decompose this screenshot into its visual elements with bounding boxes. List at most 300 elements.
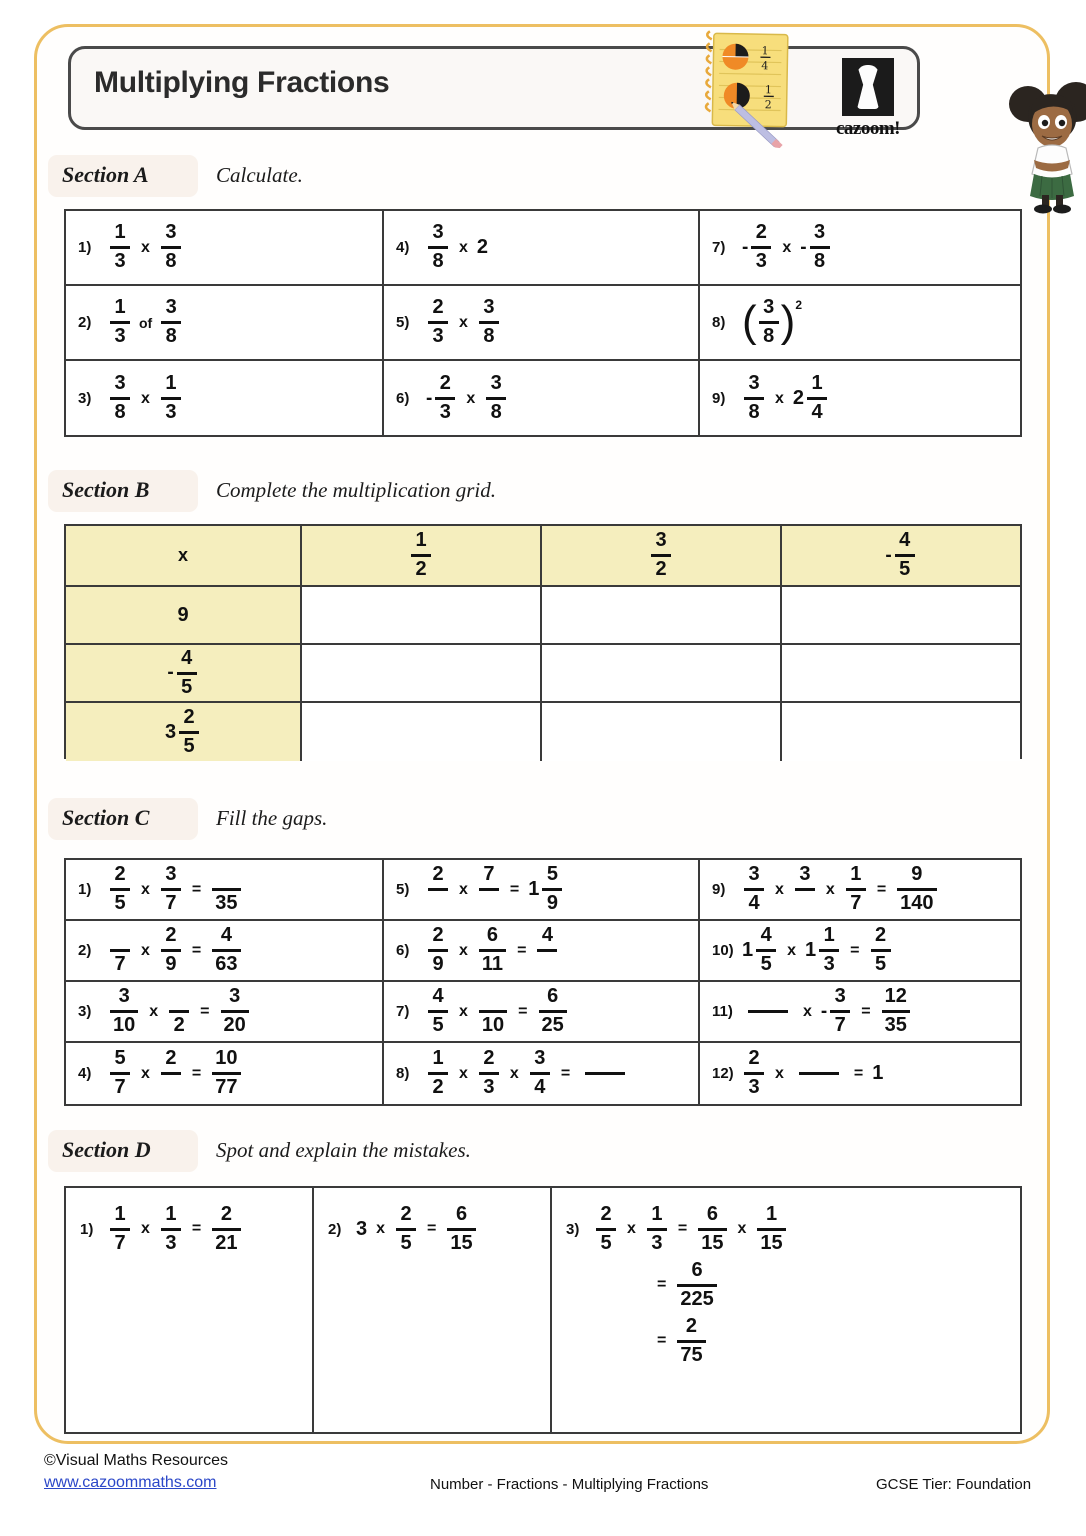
- fraction-bar: [177, 672, 197, 675]
- fraction-bar: [757, 1228, 785, 1231]
- grid-answer-cell[interactable]: [542, 587, 782, 645]
- footer-url-link[interactable]: www.cazoommaths.com: [44, 1474, 217, 1491]
- question-number: 2): [328, 1220, 342, 1238]
- fraction-bar: [479, 1072, 499, 1075]
- fraction-numerator: 3: [490, 372, 502, 395]
- exponent: 2: [795, 298, 802, 313]
- fraction-numerator: 2: [165, 924, 177, 947]
- math-expression: [108, 925, 243, 975]
- fraction-numerator: 6: [706, 1203, 718, 1225]
- grid-column-header: [782, 526, 1020, 587]
- fraction-numerator: 4: [899, 529, 911, 552]
- fraction: [110, 1048, 130, 1098]
- grid-answer-cell[interactable]: [302, 645, 542, 703]
- fraction-denominator: 2: [173, 1014, 185, 1036]
- fraction-numerator: 3: [229, 985, 241, 1008]
- fraction: [744, 1048, 764, 1098]
- grid-column-header: [302, 526, 542, 587]
- question-cell[interactable]: [66, 361, 384, 436]
- fraction: [110, 864, 130, 914]
- fraction-denominator: 35: [884, 1014, 907, 1036]
- math-expression: [108, 986, 251, 1036]
- fraction: [698, 1204, 726, 1254]
- fraction: [212, 1204, 240, 1254]
- question-cell[interactable]: [700, 286, 1020, 359]
- question-number: 6): [396, 390, 410, 407]
- question-cell[interactable]: [700, 211, 1020, 284]
- multiply-sign: x: [737, 1220, 747, 1238]
- question-cell[interactable]: [66, 982, 384, 1041]
- question-number: 2): [78, 942, 92, 959]
- fraction-bar: [871, 949, 891, 952]
- fraction-bar: [542, 888, 562, 891]
- fraction-bar: [895, 554, 915, 557]
- fraction: [897, 864, 936, 914]
- fraction-bar: [435, 397, 455, 400]
- fraction-bar: [161, 1072, 181, 1075]
- fraction-bar: [897, 888, 936, 891]
- fraction-denominator: 3: [439, 401, 451, 423]
- negative-fraction: [885, 530, 916, 580]
- fraction: [435, 373, 455, 423]
- fraction-numerator: 3: [763, 296, 775, 319]
- fraction-bar: [212, 1228, 240, 1231]
- question-cell[interactable]: [66, 860, 384, 919]
- math-expression: [426, 373, 508, 423]
- grid-corner-cell: [66, 526, 302, 587]
- fraction-denominator: 140: [900, 892, 934, 914]
- section-a-name: Section A: [62, 162, 149, 187]
- question-cell[interactable]: [384, 860, 700, 919]
- fraction-bar: [110, 321, 130, 324]
- integer: 2: [476, 236, 489, 258]
- fraction: [428, 297, 448, 347]
- fraction-denominator: 5: [181, 675, 193, 698]
- math-expression: [426, 1048, 631, 1098]
- equals-sign: =: [850, 941, 860, 959]
- fraction-denominator: 8: [814, 250, 826, 272]
- question-number: 10): [712, 942, 734, 959]
- fraction: [871, 925, 891, 975]
- fraction: [895, 530, 915, 580]
- question-cell[interactable]: [66, 1043, 384, 1104]
- fraction: [428, 986, 448, 1036]
- fraction: [479, 297, 499, 347]
- math-expression: [742, 864, 939, 914]
- section-a-desc: Calculate.: [216, 163, 303, 187]
- fraction-denominator: 9: [546, 892, 558, 914]
- fraction-bar: [428, 246, 448, 249]
- blank-answer-line[interactable]: [799, 1072, 839, 1075]
- question-cell[interactable]: [384, 1043, 700, 1104]
- fraction-denominator: 3: [114, 325, 126, 347]
- question-cell[interactable]: [66, 286, 384, 359]
- fraction-bar: [759, 321, 779, 324]
- fraction: [411, 530, 431, 580]
- fraction: [447, 1204, 475, 1254]
- question-number: 3): [566, 1220, 580, 1238]
- section-d-name: Section D: [62, 1137, 151, 1162]
- question-cell[interactable]: [66, 211, 384, 284]
- fraction: [810, 222, 830, 272]
- blank-answer-line[interactable]: [585, 1072, 625, 1075]
- fraction-numerator: 4: [432, 985, 444, 1008]
- fraction-numerator: 1: [765, 1203, 778, 1225]
- mixed-number: [165, 707, 201, 757]
- fraction-denominator: 3: [651, 1231, 663, 1254]
- fraction-bar: [830, 1010, 850, 1013]
- fraction-numerator: 1: [165, 1203, 177, 1225]
- fraction: [428, 925, 448, 975]
- fraction: [596, 1204, 616, 1254]
- fraction: [179, 707, 199, 757]
- equals-sign: =: [427, 1220, 437, 1238]
- mixed-number: [805, 925, 841, 975]
- multiply-sign: x: [459, 238, 468, 256]
- grid-answer-cell[interactable]: [302, 587, 542, 645]
- cazoom-logo: [820, 58, 916, 158]
- math-expression: [356, 1204, 478, 1254]
- mixed-whole: 2: [792, 387, 805, 409]
- fraction-bar: [846, 888, 866, 891]
- fraction: [110, 986, 138, 1036]
- math-expression: [108, 1048, 243, 1098]
- multiply-sign: x: [459, 313, 468, 331]
- fraction-denominator: 3: [165, 401, 177, 423]
- question-number: 8): [712, 314, 726, 331]
- mistake-line: [552, 1260, 719, 1310]
- fraction: [479, 925, 506, 975]
- fraction-numerator: 6: [486, 924, 499, 947]
- fraction-denominator: 7: [114, 1231, 126, 1254]
- fraction-denominator: 4: [748, 892, 760, 914]
- fraction-numerator: 4: [541, 924, 553, 947]
- fraction-denominator: 8: [432, 250, 444, 272]
- fraction: [110, 373, 130, 423]
- fraction-numerator: 6: [691, 1259, 703, 1282]
- fraction-denominator: [479, 893, 499, 915]
- fraction-bar: [212, 1072, 240, 1075]
- fraction: [807, 373, 827, 423]
- svg-text:1: 1: [764, 83, 773, 97]
- fraction-bar: [110, 888, 130, 891]
- fraction: [539, 986, 567, 1036]
- fraction-bar: [677, 1284, 716, 1287]
- math-expression: [594, 1204, 788, 1254]
- fraction-numerator: 3: [799, 863, 811, 886]
- fraction-bar: [110, 1072, 130, 1075]
- grid-answer-cell[interactable]: [302, 703, 542, 761]
- question-number: 7): [712, 239, 726, 256]
- question-cell[interactable]: [384, 286, 700, 359]
- question-cell[interactable]: [384, 921, 700, 980]
- question-cell[interactable]: [384, 211, 700, 284]
- grid-answer-cell[interactable]: [542, 645, 782, 703]
- fraction-denominator: 20: [223, 1014, 246, 1036]
- mistake-line: [66, 1204, 243, 1254]
- multiply-sign: x: [141, 1220, 150, 1238]
- fraction-numerator: 2: [432, 924, 444, 947]
- fraction-denominator: 8: [165, 325, 177, 347]
- fraction-numerator: 5: [114, 1047, 126, 1070]
- fraction-numerator: 2: [600, 1203, 612, 1225]
- fraction-denominator: [428, 893, 448, 915]
- fraction-bar: [161, 246, 181, 249]
- fraction: [744, 373, 764, 423]
- cazoom-mark-icon: [842, 58, 894, 116]
- fraction-numerator: 1: [432, 1047, 444, 1070]
- fraction-numerator: 6: [455, 1203, 468, 1225]
- fraction-bar: [479, 888, 499, 891]
- fraction: [428, 1048, 448, 1098]
- fraction-bar: [537, 949, 557, 952]
- math-expression: [426, 864, 564, 914]
- fraction-numerator: 3: [432, 221, 444, 244]
- fraction-numerator: 1: [165, 372, 177, 395]
- equals-sign: =: [509, 880, 520, 898]
- fraction-numerator: 2: [220, 1203, 232, 1225]
- fraction-numerator: [216, 864, 236, 886]
- minus-sign: -: [742, 236, 749, 258]
- question-number: 9): [712, 390, 726, 407]
- section-d-heading: [48, 1130, 668, 1172]
- equals-sign: =: [560, 1064, 571, 1082]
- grid-multiply-sign: x: [177, 545, 188, 565]
- fraction-denominator: 3: [748, 1076, 760, 1098]
- mistake-line: [314, 1204, 478, 1254]
- multiply-sign: x: [775, 389, 784, 407]
- fraction-numerator: 1: [811, 372, 823, 395]
- fraction: [830, 986, 850, 1036]
- equals-sign: =: [191, 1064, 202, 1082]
- fraction-denominator: 15: [760, 1231, 783, 1254]
- section-d-table: [64, 1186, 1022, 1434]
- fraction: [110, 297, 130, 347]
- fraction-bar: [744, 888, 764, 891]
- fraction-denominator: 8: [483, 325, 495, 347]
- fraction-denominator: 5: [114, 892, 126, 914]
- fraction-bar: [807, 397, 827, 400]
- fraction-numerator: [483, 986, 503, 1008]
- math-expression: [426, 986, 569, 1036]
- question-cell[interactable]: [700, 361, 1020, 436]
- fraction: [161, 925, 181, 975]
- fraction-numerator: 7: [483, 863, 495, 886]
- fraction-numerator: 4: [220, 924, 232, 947]
- equals-sign: =: [191, 941, 202, 959]
- multiply-sign: x: [459, 1064, 468, 1082]
- fraction: [819, 925, 839, 975]
- section-b-desc: Complete the multiplication grid.: [216, 478, 496, 502]
- fraction-denominator: 4: [811, 401, 823, 423]
- fraction-bar: [428, 321, 448, 324]
- parenthesised-power: [742, 297, 802, 347]
- minus-sign: -: [426, 387, 433, 409]
- fraction-denominator: 4: [534, 1076, 546, 1098]
- fraction-denominator: 2: [415, 558, 427, 580]
- mistake-line: [552, 1316, 708, 1366]
- math-expression: [742, 925, 893, 975]
- fraction-bar: [882, 1010, 910, 1013]
- fraction-denominator: 8: [490, 401, 502, 423]
- fraction: [428, 222, 448, 272]
- fraction-numerator: 4: [181, 646, 193, 669]
- mistake-line: [552, 1204, 788, 1254]
- fraction-denominator: 8: [165, 250, 177, 272]
- fraction-denominator: 7: [834, 1014, 846, 1036]
- fraction-bar: [428, 888, 448, 891]
- question-number: 5): [396, 314, 410, 331]
- fraction-denominator: 7: [114, 953, 126, 975]
- question-number: 12): [712, 1065, 734, 1082]
- fraction-bar: [677, 1340, 705, 1343]
- fraction-bar: [795, 888, 815, 891]
- footer-copyright: ©Visual Maths Resources: [44, 1452, 229, 1469]
- grid-answer-cell[interactable]: [782, 587, 1020, 645]
- fraction-bar: [647, 1228, 667, 1231]
- grid-answer-cell[interactable]: [782, 703, 1020, 761]
- question-number: 2): [78, 314, 92, 331]
- fraction-numerator: 3: [114, 372, 126, 395]
- fraction-numerator: 3: [748, 863, 760, 886]
- math-expression: [742, 1048, 883, 1098]
- fraction: [221, 986, 249, 1036]
- fraction-denominator: 3: [432, 325, 444, 347]
- fraction-numerator: 1: [415, 529, 427, 552]
- multiply-sign: x: [459, 880, 468, 898]
- question-cell[interactable]: [700, 921, 1020, 980]
- minus-sign: -: [800, 236, 807, 258]
- minus-sign: -: [167, 662, 174, 683]
- svg-text:4: 4: [761, 59, 769, 73]
- fraction: [479, 986, 507, 1036]
- question-number: 4): [396, 239, 410, 256]
- fraction-denominator: 10: [113, 1014, 136, 1036]
- fraction-numerator: 2: [165, 1047, 177, 1070]
- fraction: [882, 986, 910, 1036]
- mixed-whole: 1: [805, 939, 817, 961]
- section-a-table: [64, 209, 1022, 437]
- fraction: [751, 222, 771, 272]
- section-c-table: [64, 858, 1022, 1106]
- fraction-numerator: 2: [183, 705, 195, 728]
- fraction-denominator: 35: [215, 892, 238, 914]
- fraction-denominator: 5: [183, 734, 195, 757]
- fraction: [396, 1204, 416, 1254]
- question-cell[interactable]: [700, 1043, 1020, 1104]
- equals-sign: =: [517, 941, 527, 959]
- fraction: [479, 864, 499, 914]
- section-c-desc: Fill the gaps.: [216, 806, 328, 830]
- fraction-denominator: [161, 1077, 181, 1099]
- minus-sign: -: [820, 1000, 828, 1022]
- grid-answer-cell[interactable]: [542, 703, 782, 761]
- fraction-bar: [539, 1010, 567, 1013]
- fraction-denominator: 3: [114, 250, 126, 272]
- multiply-sign: x: [459, 941, 468, 959]
- fraction: [428, 864, 448, 914]
- multiply-sign: x: [141, 941, 150, 959]
- fraction: [161, 1204, 181, 1254]
- mixed-number: [528, 864, 564, 914]
- fraction-bar: [479, 949, 506, 952]
- fraction: [161, 864, 181, 914]
- question-cell[interactable]: [700, 860, 1020, 919]
- fraction-bar: [651, 554, 671, 557]
- fraction-bar: [428, 1072, 448, 1075]
- fraction: [212, 1048, 240, 1098]
- fraction-bar: [212, 949, 240, 952]
- section-a-heading: [48, 155, 548, 197]
- integer: 9: [177, 603, 189, 626]
- fraction-bar: [751, 246, 771, 249]
- math-expression: [742, 986, 912, 1036]
- math-expression: [108, 1204, 243, 1254]
- fraction-bar: [698, 1228, 726, 1231]
- equals-sign: =: [191, 1220, 202, 1238]
- fraction: [744, 864, 764, 914]
- fraction: [795, 864, 815, 914]
- fraction-denominator: 5: [760, 953, 772, 975]
- right-paren: ): [780, 297, 796, 347]
- grid-row-header: [66, 645, 302, 703]
- mistake-question-cell[interactable]: [552, 1188, 1020, 1432]
- question-cell[interactable]: [384, 361, 700, 436]
- fraction-numerator: 1: [651, 1203, 663, 1225]
- fraction-denominator: 11: [481, 953, 504, 975]
- multiply-sign: x: [782, 238, 792, 256]
- mistake-question-cell[interactable]: [314, 1188, 552, 1432]
- fraction-numerator: 1: [114, 221, 126, 244]
- fraction-numerator: 1: [114, 1203, 126, 1225]
- fraction-bar: [110, 397, 130, 400]
- fraction: [161, 373, 181, 423]
- fraction-numerator: 3: [483, 296, 495, 319]
- math-expression: [426, 297, 501, 347]
- fraction-denominator: 3: [755, 250, 767, 272]
- question-cell[interactable]: [66, 921, 384, 980]
- fraction: [677, 1316, 705, 1366]
- mistake-question-cell[interactable]: [66, 1188, 314, 1432]
- multiply-sign: x: [466, 389, 476, 407]
- blank-answer-line[interactable]: [748, 1010, 788, 1013]
- question-cell[interactable]: [700, 982, 1020, 1041]
- question-number: 11): [712, 1003, 733, 1020]
- fraction: [759, 297, 779, 347]
- fraction: [110, 1204, 130, 1254]
- fraction-denominator: 5: [600, 1231, 612, 1254]
- svg-text:2: 2: [764, 98, 772, 112]
- fraction: [677, 1260, 716, 1310]
- question-number: 3): [78, 1003, 92, 1020]
- left-paren: (: [742, 297, 757, 347]
- question-cell[interactable]: [384, 982, 700, 1041]
- fraction-denominator: 5: [400, 1231, 412, 1254]
- fraction-denominator: 15: [450, 1231, 473, 1254]
- multiply-sign: x: [459, 1002, 468, 1020]
- fraction: [537, 925, 557, 975]
- fraction: [161, 1048, 181, 1098]
- fraction-denominator: 3: [483, 1076, 495, 1098]
- fraction: [212, 864, 240, 914]
- fraction-bar: [161, 321, 181, 324]
- math-expression: [742, 222, 832, 272]
- fraction-numerator: 3: [748, 372, 760, 395]
- grid-answer-cell[interactable]: [782, 645, 1020, 703]
- fraction-numerator: [169, 986, 189, 1008]
- fraction: [177, 648, 197, 698]
- fraction-bar: [110, 1228, 130, 1231]
